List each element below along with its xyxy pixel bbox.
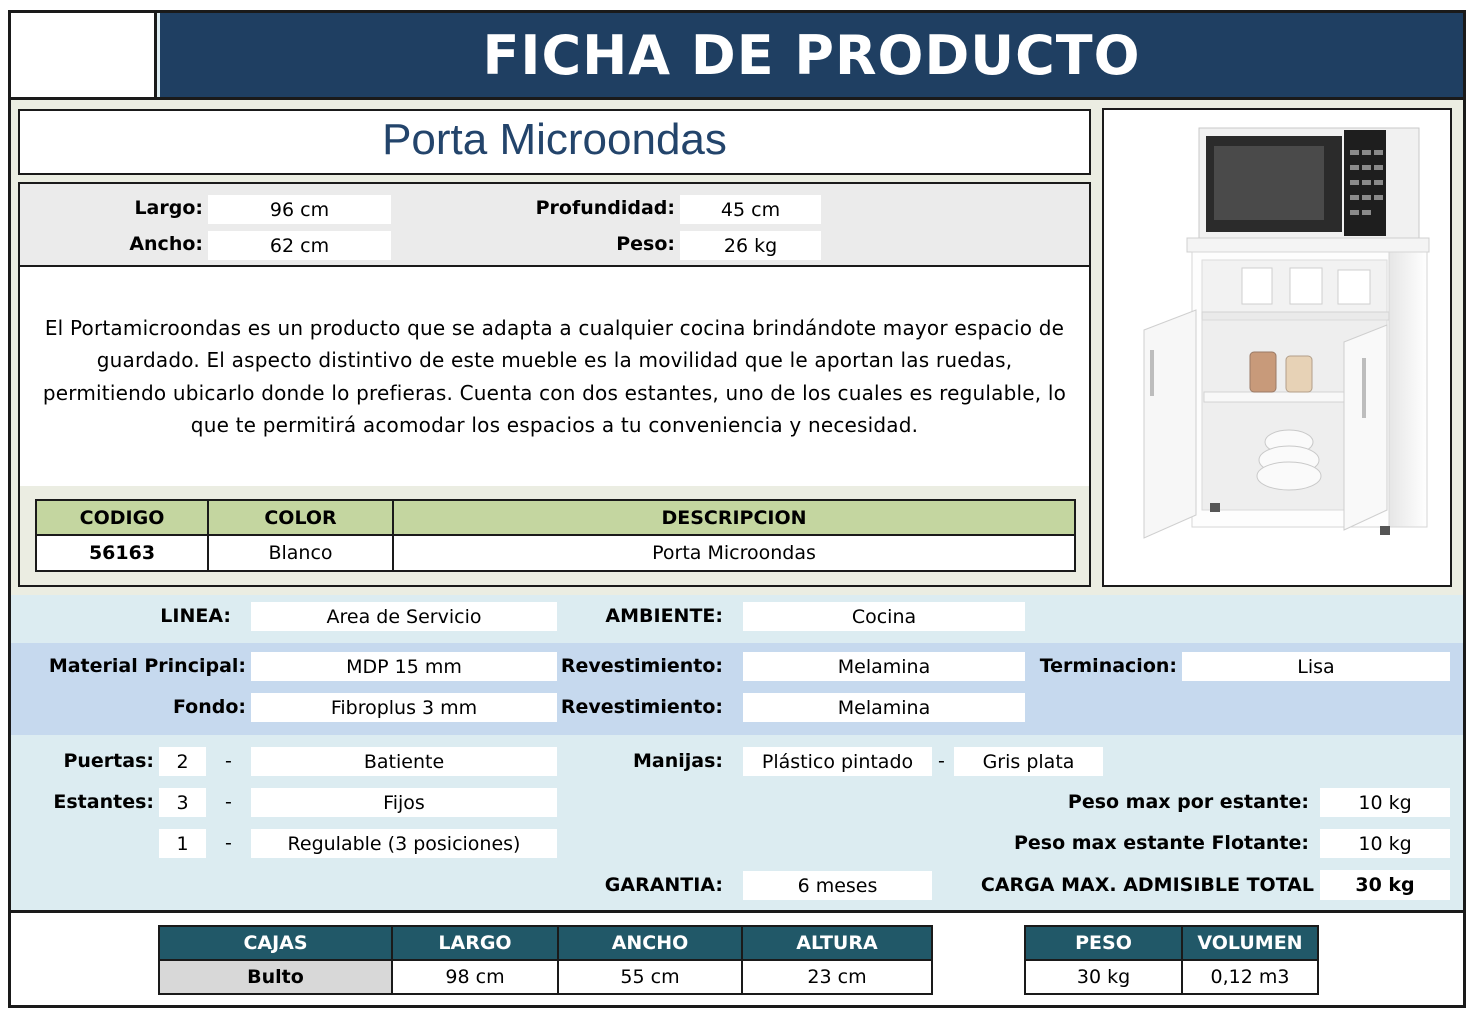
estantes-reg-count: 1	[159, 829, 206, 858]
dash: -	[225, 750, 232, 772]
largo-header: LARGO	[392, 926, 558, 960]
peso-estante-value: 10 kg	[1320, 788, 1450, 817]
garantia-value: 6 meses	[743, 871, 932, 900]
terminacion-label: Terminacion:	[1039, 655, 1177, 677]
manijas-color: Gris plata	[954, 747, 1103, 776]
ancho-label: Ancho:	[129, 233, 203, 255]
description-cell: Porta Microondas	[393, 535, 1075, 571]
fondo-value: Fibroplus 3 mm	[251, 693, 557, 722]
peso-cell: 30 kg	[1025, 960, 1182, 994]
estantes-fixed-count: 3	[159, 788, 206, 817]
altura-cell: 23 cm	[742, 960, 932, 994]
ambiente-value: Cocina	[743, 602, 1025, 631]
linea-value: Area de Servicio	[251, 602, 557, 631]
estantes-fixed-type: Fijos	[251, 788, 557, 817]
cajas-cell: Bulto	[159, 960, 392, 994]
product-photo	[1102, 108, 1452, 587]
manijas-material: Plástico pintado	[743, 747, 932, 776]
peso-header: PESO	[1025, 926, 1182, 960]
largo-label: Largo:	[134, 197, 203, 219]
color-header: COLOR	[208, 500, 393, 535]
estantes-reg-type: Regulable (3 posiciones)	[251, 829, 557, 858]
puertas-count: 2	[159, 747, 206, 776]
product-description: El Portamicroondas es un producto que se adapta a cualquier cocina brindándote mayor espacio de guardado. El aspecto distintivo de este mueble es la movilidad que le aportan las ruedas, permitiendo ubicarlo donde lo prefieras. Cuenta con dos estantes, uno de los cuales es regulable, lo que te permitirá acomodar los espacios a tu conveniencia y necesidad.	[42, 315, 1067, 437]
code-cell: 56163	[36, 535, 208, 571]
box-table	[158, 925, 933, 995]
largo-value: 96 cm	[208, 195, 391, 224]
description-header: DESCRIPCION	[393, 500, 1075, 535]
puertas-type: Batiente	[251, 747, 557, 776]
revestimiento-value: Melamina	[743, 652, 1025, 681]
ancho-cell: 55 cm	[558, 960, 742, 994]
logo-placeholder	[11, 13, 157, 97]
ambiente-label: AMBIENTE:	[605, 605, 723, 627]
profundidad-label: Profundidad:	[535, 197, 675, 219]
weight-table	[1024, 925, 1319, 995]
peso-flotante-label: Peso max estante Flotante:	[1013, 832, 1309, 854]
page-title: FICHA DE PRODUCTO	[160, 13, 1463, 97]
peso-value: 26 kg	[680, 231, 821, 260]
volumen-header: VOLUMEN	[1182, 926, 1318, 960]
peso-flotante-value: 10 kg	[1320, 829, 1450, 858]
garantia-label: GARANTIA:	[604, 874, 723, 896]
product-name: Porta Microondas	[18, 109, 1091, 175]
carga-label: CARGA MAX. ADMISIBLE TOTAL	[980, 874, 1314, 896]
revestimiento-value-2: Melamina	[743, 693, 1025, 722]
revestimiento-label-2: Revestimiento:	[560, 696, 723, 718]
peso-estante-label: Peso max por estante:	[1067, 791, 1309, 813]
microwave-cabinet-photo	[1104, 110, 1450, 585]
code-table	[35, 499, 1076, 572]
profundidad-value: 45 cm	[680, 195, 821, 224]
puertas-label: Puertas:	[63, 750, 154, 772]
dash: -	[225, 791, 232, 813]
ancho-value: 62 cm	[208, 231, 391, 260]
dash: -	[225, 832, 232, 854]
ancho-header: ANCHO	[558, 926, 742, 960]
altura-header: ALTURA	[742, 926, 932, 960]
code-header: CODIGO	[36, 500, 208, 535]
dash: -	[938, 750, 945, 772]
fondo-label: Fondo:	[172, 696, 246, 718]
material-value: MDP 15 mm	[251, 652, 557, 681]
manijas-label: Manijas:	[632, 750, 723, 772]
estantes-label: Estantes:	[53, 791, 154, 813]
carga-value: 30 kg	[1320, 870, 1450, 900]
volumen-cell: 0,12 m3	[1182, 960, 1318, 994]
color-cell: Blanco	[208, 535, 393, 571]
linea-label: LINEA:	[160, 605, 231, 627]
cajas-header: CAJAS	[159, 926, 392, 960]
peso-label: Peso:	[616, 233, 675, 255]
largo-cell: 98 cm	[392, 960, 558, 994]
revestimiento-label: Revestimiento:	[560, 655, 723, 677]
description-box	[18, 265, 1091, 488]
terminacion-value: Lisa	[1182, 652, 1450, 681]
material-label: Material Principal:	[48, 655, 246, 677]
